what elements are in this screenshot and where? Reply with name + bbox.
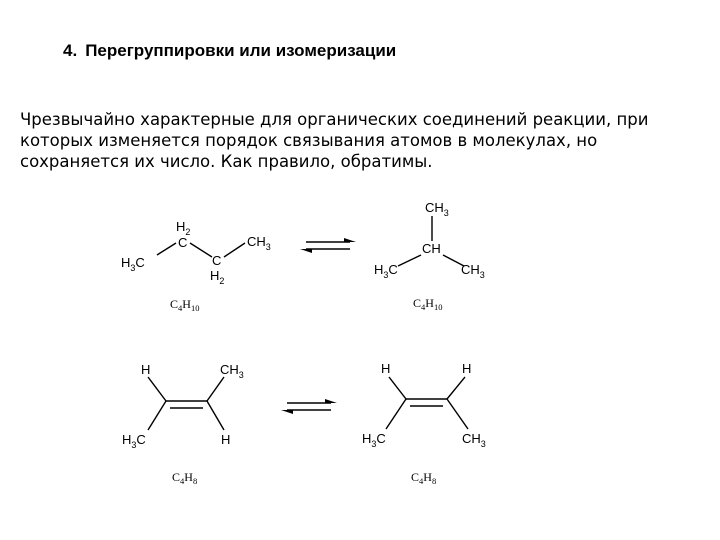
atom-ch3-right: $CH_3$ xyxy=(247,234,271,252)
formula-isobutane: $C_4H_{10}$ xyxy=(413,296,443,312)
paragraph-line-3: сохраняется их число. Как правило, обратимы. xyxy=(20,152,433,171)
atom-ch-center: CH xyxy=(422,241,441,256)
atom-ch3-right: $CH_3$ xyxy=(461,262,485,280)
equilibrium-arrow-2 xyxy=(281,399,337,414)
atom-ch3-bottom-right: $CH_3$ xyxy=(462,431,486,449)
cis-butene-bonds xyxy=(386,377,468,429)
atom-h3c-bottom-left: $H_3C$ xyxy=(122,432,146,450)
atom-h-top-left: H xyxy=(141,362,151,377)
atom-c-top: C xyxy=(178,235,188,250)
atom-ch3-top-right: $CH_3$ xyxy=(220,362,244,380)
atom-h3c-left: $H_3C$ xyxy=(374,262,398,280)
paragraph-line-1: Чрезвычайно характерные для органических соединений реакции, при xyxy=(20,110,649,129)
butane-bonds xyxy=(157,243,245,257)
atom-c-bottom: C xyxy=(212,253,222,268)
atom-h-bottom-right: H xyxy=(221,432,231,447)
paragraph-line-2: которых изменяется порядок связывания атомов в молекулах, но xyxy=(20,131,598,150)
heading-title: Перегруппировки или изомеризации xyxy=(85,41,397,60)
atom-h2-top: $H_2$ xyxy=(176,219,191,237)
atom-h-top-right: H xyxy=(462,361,472,376)
trans-butene-bonds xyxy=(148,377,224,430)
atom-h2-bottom: $H_2$ xyxy=(210,268,225,286)
formula-butane: $C_4H_{10}$ xyxy=(170,297,200,313)
formula-cis-butene: $C_4H_8$ xyxy=(411,470,437,486)
heading-number: 4. xyxy=(63,41,78,60)
equilibrium-arrow-1 xyxy=(300,238,356,253)
atom-h3c-left: $H_3C$ xyxy=(121,255,145,273)
atom-ch3-top: $CH_3$ xyxy=(425,200,449,218)
atom-h3c-bottom-left: $H_3C$ xyxy=(362,431,386,449)
atom-h-top-left: H xyxy=(381,361,391,376)
formula-trans-butene: $C_4H_8$ xyxy=(172,470,198,486)
